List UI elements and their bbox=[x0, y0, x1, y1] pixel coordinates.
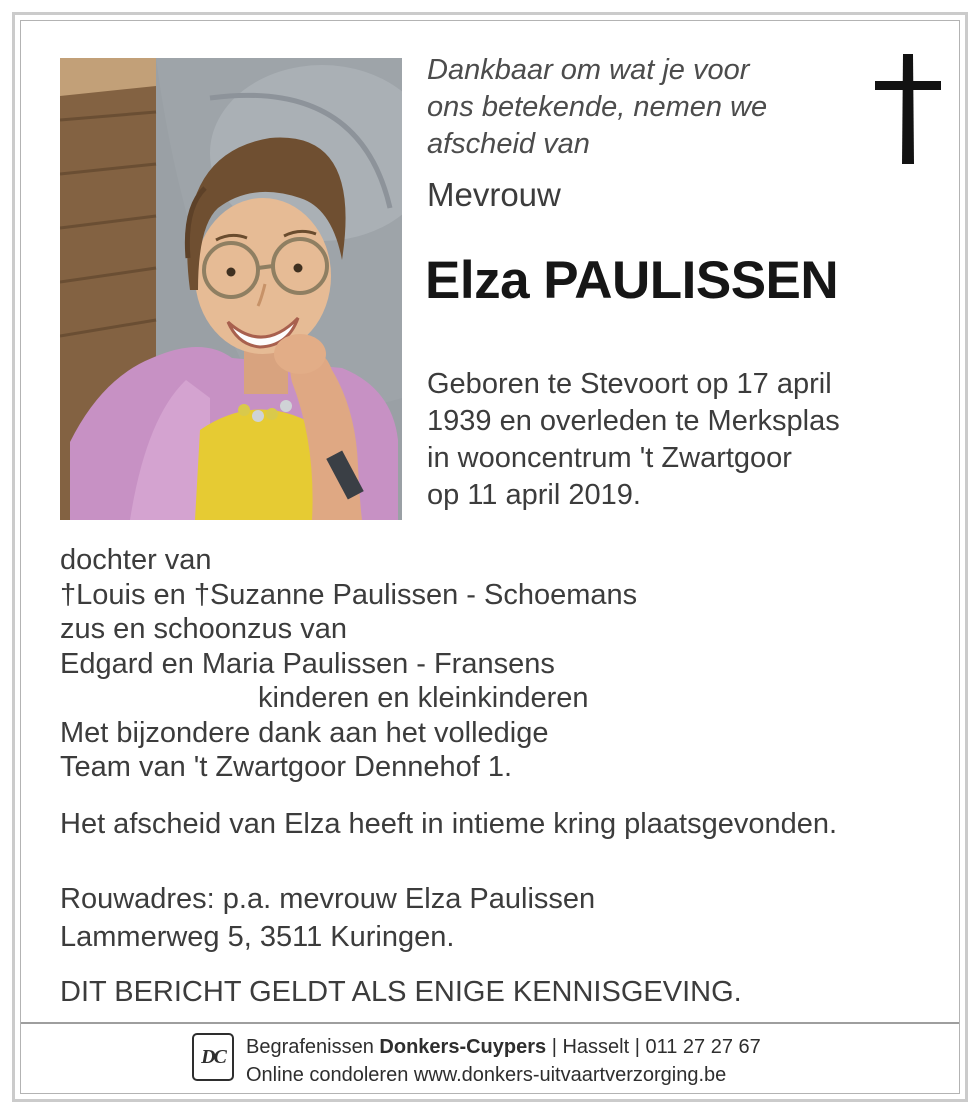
footer-text bbox=[246, 1033, 761, 1089]
farewell-text: Het afscheid van Elza heeft in intieme kring plaatsgevonden. bbox=[60, 808, 838, 840]
family-line: Edgard en Maria Paulissen - Fransens bbox=[60, 647, 555, 680]
deceased-name: Elza PAULISSEN bbox=[425, 251, 839, 310]
life-line: op 11 april 2019. bbox=[427, 479, 641, 511]
mourning-address bbox=[60, 880, 595, 956]
family-line: dochter van bbox=[60, 544, 212, 576]
family-section bbox=[60, 543, 920, 785]
funeral-home-logo-icon bbox=[192, 1033, 234, 1081]
logo-monogram: DC bbox=[201, 1045, 225, 1068]
family-line: zus en schoonzus van bbox=[60, 613, 347, 645]
life-details bbox=[427, 366, 840, 514]
footer-contact: | Hasselt | 011 27 27 67 bbox=[546, 1036, 761, 1058]
portrait-photo bbox=[60, 58, 402, 520]
family-line: †Louis en †Suzanne Paulissen - Schoemans bbox=[60, 578, 638, 611]
intro-text bbox=[427, 52, 767, 163]
life-line: Geboren te Stevoort op 17 april bbox=[427, 368, 832, 400]
cross-icon bbox=[872, 54, 944, 164]
mourning-address-line: Lammerweg 5, 3511 Kuringen. bbox=[60, 921, 455, 953]
footer-prefix: Begrafenissen bbox=[246, 1036, 380, 1058]
footer-divider bbox=[21, 1022, 959, 1024]
salutation: Mevrouw bbox=[427, 176, 561, 213]
family-line: kinderen en kleinkinderen bbox=[258, 682, 589, 714]
latin-cross-icon bbox=[872, 54, 944, 164]
footer bbox=[192, 1033, 761, 1089]
life-line: 1939 en overleden te Merksplas bbox=[427, 405, 840, 437]
family-line: Met bijzondere dank aan het volledige bbox=[60, 716, 549, 749]
intro-line: ons betekende, nemen we bbox=[427, 91, 768, 123]
intro-line: Dankbaar om wat je voor bbox=[427, 54, 750, 86]
intro-line: afscheid van bbox=[427, 128, 590, 160]
notice-text: DIT BERICHT GELDT ALS ENIGE KENNISGEVING. bbox=[60, 976, 742, 1008]
funeral-home-name: Donkers-Cuypers bbox=[379, 1036, 547, 1058]
life-line: in wooncentrum 't Zwartgoor bbox=[427, 442, 792, 474]
condolence-url: Online condoleren www.donkers-uitvaartverzorging.be bbox=[246, 1064, 727, 1086]
portrait-illustration bbox=[60, 58, 402, 520]
funeral-home-line bbox=[246, 1033, 761, 1061]
family-line: Team van 't Zwartgoor Dennehof 1. bbox=[60, 751, 513, 783]
mourning-address-line: Rouwadres: p.a. mevrouw Elza Paulissen bbox=[60, 883, 596, 915]
